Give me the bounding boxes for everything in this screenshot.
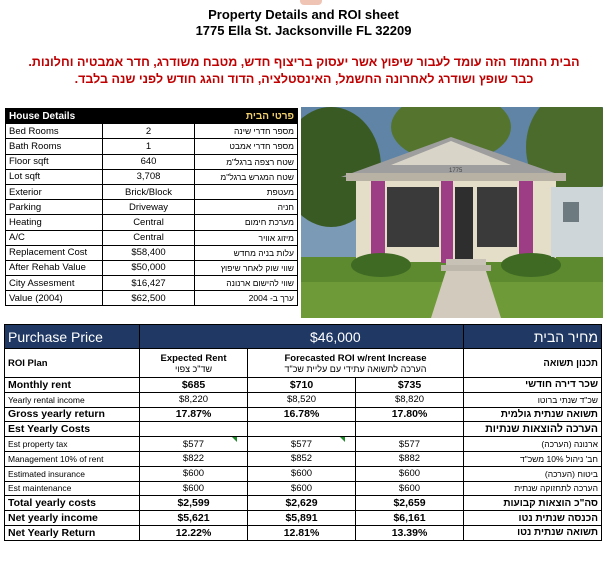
roi-value-forecast-1: $8,520 xyxy=(248,392,356,407)
purchase-price-label: Purchase Price xyxy=(5,325,140,349)
detail-label: City Assesment xyxy=(6,276,103,291)
roi-row-label-hebrew: הכנסה שנתית נטו xyxy=(464,511,602,526)
roi-table xyxy=(4,324,602,541)
detail-label-hebrew: שווי שוק לאחר שיפוץ xyxy=(195,260,298,275)
purchase-price-label-hebrew: מחיר הבית xyxy=(464,325,602,349)
detail-row xyxy=(6,260,298,275)
roi-row xyxy=(5,496,602,511)
roi-value-forecast-1: 16.78% xyxy=(248,407,356,422)
detail-value: Central xyxy=(103,230,195,245)
roi-row-label: Net yearly income xyxy=(5,511,140,526)
roi-value-forecast-2: $2,659 xyxy=(356,496,464,511)
detail-label-hebrew: מעטפת xyxy=(195,184,298,199)
roi-row-label: Gross yearly return xyxy=(5,407,140,422)
detail-row xyxy=(6,184,298,199)
roi-section-row xyxy=(5,422,602,437)
roi-row-label-hebrew: סה"כ הוצאות קבועות xyxy=(464,496,602,511)
roi-row xyxy=(5,378,602,393)
detail-label-hebrew: שטח המגרש ברגל"מ xyxy=(195,169,298,184)
roi-row-label-hebrew: חב' ניהול 10% משכ"ד xyxy=(464,451,602,466)
detail-value: 1 xyxy=(103,139,195,154)
roi-row-label: Estimated insurance xyxy=(5,466,140,481)
roi-row-label: Monthly rent xyxy=(5,378,140,393)
detail-row xyxy=(6,124,298,139)
detail-row xyxy=(6,215,298,230)
detail-label-hebrew: מערכת חימום xyxy=(195,215,298,230)
roi-row-label: Est property tax xyxy=(5,437,140,452)
detail-label-hebrew: שווי להישום ארנונה xyxy=(195,276,298,291)
roi-value-forecast-1: $577 xyxy=(248,437,356,452)
roi-value-forecast-2: $600 xyxy=(356,481,464,496)
roi-plan-label-hebrew: תכנון תשואה xyxy=(543,357,598,369)
roi-row xyxy=(5,392,602,407)
expected-rent-header: Expected Rent xyxy=(160,352,227,364)
roi-value-forecast-1: $600 xyxy=(248,481,356,496)
detail-value: $58,400 xyxy=(103,245,195,260)
roi-row xyxy=(5,481,602,496)
roi-value-expected: $8,220 xyxy=(140,392,248,407)
detail-row xyxy=(6,169,298,184)
detail-value: Brick/Block xyxy=(103,184,195,199)
roi-row-label-hebrew: תשואה שנתית גולמית xyxy=(464,407,602,422)
forecast-header-hebrew: הערכה לתשואה עתידי עם עליית שכ"ד xyxy=(284,363,427,374)
sheet-title: Property Details and ROI sheet xyxy=(208,7,399,22)
roi-value-forecast-2: $6,161 xyxy=(356,511,464,526)
house-photo xyxy=(301,107,603,318)
comment-marker-icon xyxy=(340,437,345,442)
purchase-price-value: $46,000 xyxy=(140,325,464,349)
detail-label-hebrew: מספר חדרי אמבט xyxy=(195,139,298,154)
roi-section-label-hebrew: הערכה להוצאות שנתיות xyxy=(464,422,602,437)
roi-plan-label: ROI Plan xyxy=(8,357,48,369)
detail-label-hebrew: מיזוג אוויר xyxy=(195,230,298,245)
house-illustration xyxy=(301,107,603,318)
roi-value-forecast-2: $735 xyxy=(356,378,464,393)
roi-value-forecast-1: $5,891 xyxy=(248,511,356,526)
roi-value-forecast-2: $882 xyxy=(356,451,464,466)
detail-label: Heating xyxy=(6,215,103,230)
house-details-table xyxy=(5,108,298,306)
detail-value: $50,000 xyxy=(103,260,195,275)
roi-value-forecast-1: $710 xyxy=(248,378,356,393)
roi-value-forecast-1: 12.81% xyxy=(248,525,356,540)
house-details-title: House Details xyxy=(6,109,103,124)
detail-label: Exterior xyxy=(6,184,103,199)
detail-row xyxy=(6,154,298,169)
expected-rent-header-hebrew: שד"כ צפוי xyxy=(174,363,213,374)
detail-row xyxy=(6,245,298,260)
detail-label: Parking xyxy=(6,200,103,215)
detail-value: 3,708 xyxy=(103,169,195,184)
detail-row xyxy=(6,230,298,245)
roi-value-forecast-1: $852 xyxy=(248,451,356,466)
roi-row-label-hebrew: ארנונה (הערכה) xyxy=(464,437,602,452)
roi-row-label: Yearly rental income xyxy=(5,392,140,407)
detail-label-hebrew: ערך ב- 2004 xyxy=(195,291,298,306)
detail-value: 2 xyxy=(103,124,195,139)
detail-label: Value (2004) xyxy=(6,291,103,306)
renovation-note-line-2: כבר שופץ ושודרג לאחרונה החשמל, האינסטלציה, הדוד והגג חודש לפני שנה בלבד. xyxy=(74,72,534,86)
roi-value-expected: $2,599 xyxy=(140,496,248,511)
detail-label: After Rehab Value xyxy=(6,260,103,275)
roi-header-row xyxy=(5,349,602,378)
roi-row-label: Net Yearly Return xyxy=(5,525,140,540)
forecast-header: Forecasted ROI w/rent Increase xyxy=(284,352,427,364)
roi-row xyxy=(5,437,602,452)
roi-value-forecast-1: $2,629 xyxy=(248,496,356,511)
roi-value-expected: $577 xyxy=(140,437,248,452)
detail-row xyxy=(6,200,298,215)
roi-row-label: Total yearly costs xyxy=(5,496,140,511)
roi-row xyxy=(5,451,602,466)
roi-value-expected: 17.87% xyxy=(140,407,248,422)
detail-label-hebrew: חניה xyxy=(195,200,298,215)
comment-marker-icon xyxy=(232,437,237,442)
roi-row xyxy=(5,466,602,481)
detail-value: $62,500 xyxy=(103,291,195,306)
detail-row xyxy=(6,139,298,154)
roi-row-label: Management 10% of rent xyxy=(5,451,140,466)
roi-row xyxy=(5,511,602,526)
detail-label: Bath Rooms xyxy=(6,139,103,154)
roi-value-expected: $600 xyxy=(140,466,248,481)
detail-row xyxy=(6,291,298,306)
house-details-header xyxy=(6,109,298,124)
house-number: 1775 xyxy=(449,168,463,174)
detail-label-hebrew: שטח רצפה ברגל"מ xyxy=(195,154,298,169)
roi-row-label-hebrew: הערכה לתחזוקה שנתית xyxy=(464,481,602,496)
logo-mark xyxy=(300,0,322,5)
detail-value: $16,427 xyxy=(103,276,195,291)
roi-value-expected: $822 xyxy=(140,451,248,466)
detail-label: Replacement Cost xyxy=(6,245,103,260)
roi-row xyxy=(5,525,602,540)
detail-label: Lot sqft xyxy=(6,169,103,184)
roi-value-forecast-1: $600 xyxy=(248,466,356,481)
detail-label: A/C xyxy=(6,230,103,245)
roi-value-forecast-2: 17.80% xyxy=(356,407,464,422)
roi-row-label: Est maintenance xyxy=(5,481,140,496)
roi-value-forecast-2: $577 xyxy=(356,437,464,452)
roi-value-expected: $5,621 xyxy=(140,511,248,526)
roi-row-label-hebrew: תשואה שנתית נטו xyxy=(464,525,602,540)
roi-row-label-hebrew: שכ"ד שנתי ברוטו xyxy=(464,392,602,407)
detail-value: 640 xyxy=(103,154,195,169)
roi-row-label-hebrew: שכר דירה חודשי xyxy=(464,378,602,393)
roi-value-forecast-2: $600 xyxy=(356,466,464,481)
detail-value: Central xyxy=(103,215,195,230)
detail-value: Driveway xyxy=(103,200,195,215)
roi-value-expected: $685 xyxy=(140,378,248,393)
roi-value-expected: $600 xyxy=(140,481,248,496)
roi-row-label-hebrew: ביטוח (הערכה) xyxy=(464,466,602,481)
detail-label-hebrew: מספר חדרי שינה xyxy=(195,124,298,139)
purchase-price-row xyxy=(5,325,602,349)
detail-label: Bed Rooms xyxy=(6,124,103,139)
property-address: 1775 Ella St. Jacksonville FL 32209 xyxy=(195,23,412,38)
roi-section-label: Est Yearly Costs xyxy=(5,422,140,437)
roi-row xyxy=(5,407,602,422)
detail-label: Floor sqft xyxy=(6,154,103,169)
house-details-title-hebrew: פרטי הבית xyxy=(195,109,298,124)
detail-label-hebrew: עלות בניה מחדש xyxy=(195,245,298,260)
roi-value-forecast-2: $8,820 xyxy=(356,392,464,407)
roi-value-forecast-2: 13.39% xyxy=(356,525,464,540)
renovation-note-line-1: הבית החמוד הזה עומד לעבור שיפוץ אשר יעסוק בריצוף חדש, מטבח משודרג, חדר אמבטיה וחלונות. xyxy=(28,55,580,69)
detail-row xyxy=(6,276,298,291)
roi-value-expected: 12.22% xyxy=(140,525,248,540)
